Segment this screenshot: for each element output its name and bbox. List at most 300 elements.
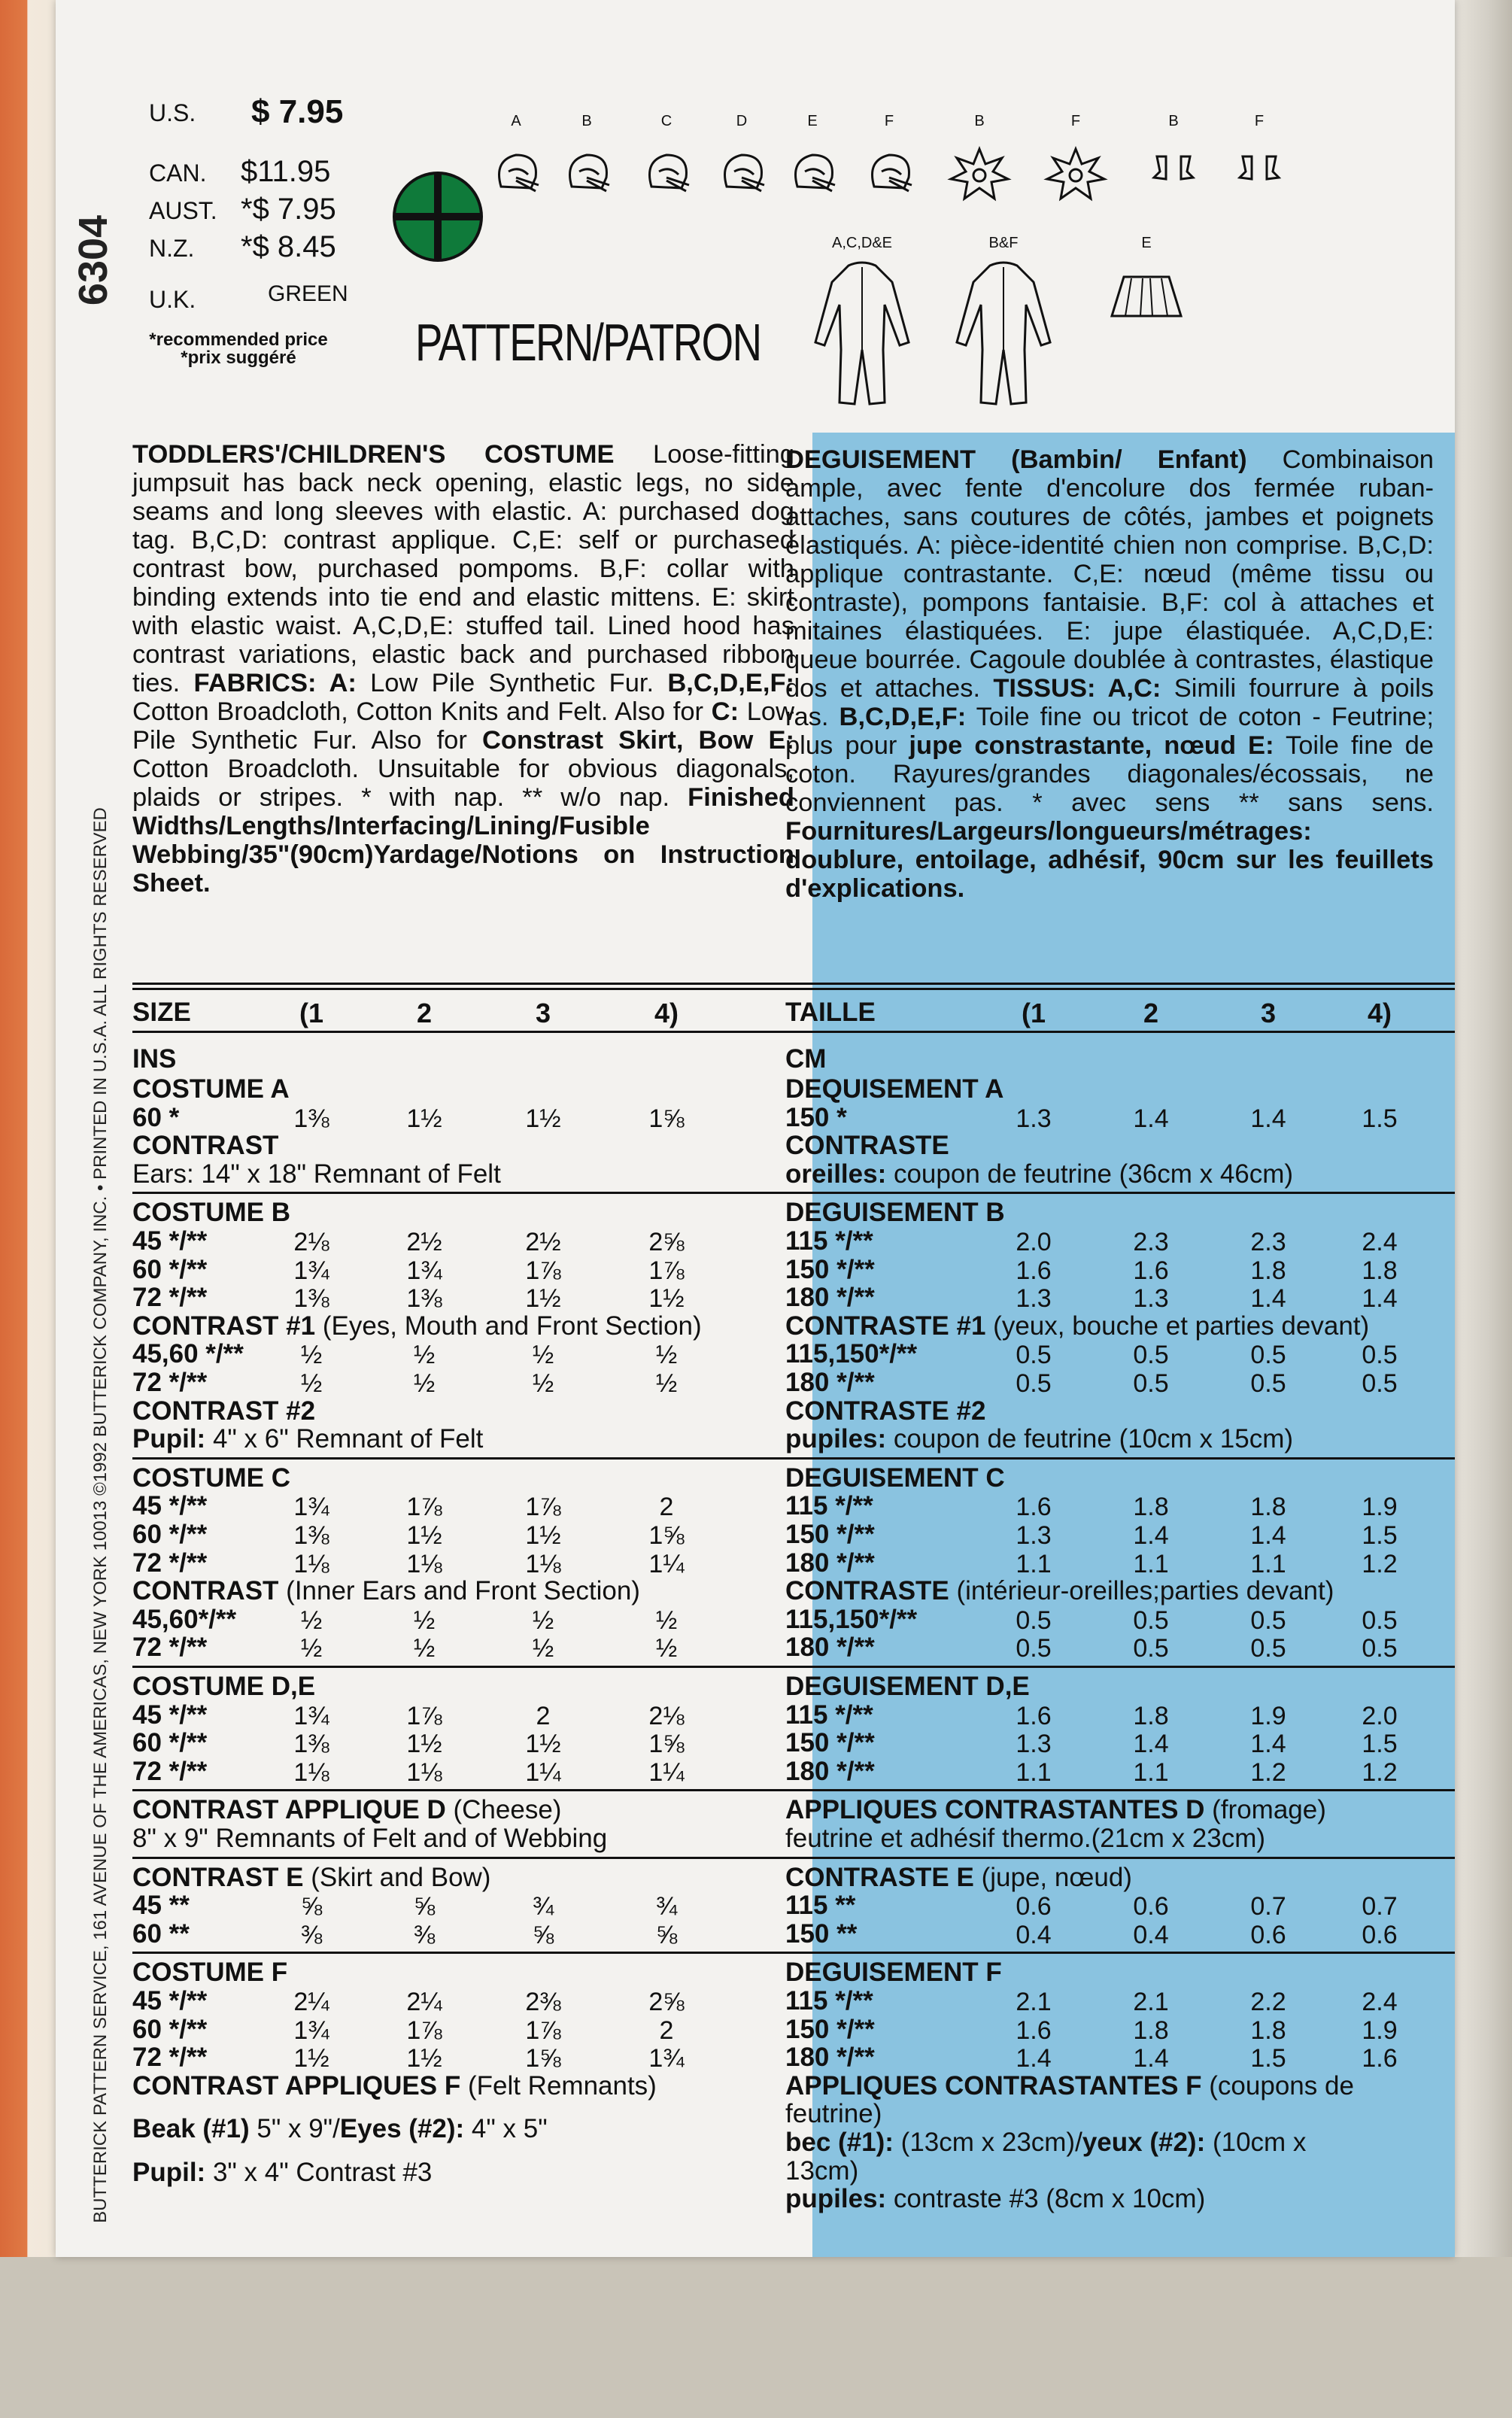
yardage-value: 2¼ bbox=[406, 1988, 442, 2016]
yardage-value: 1⅜ bbox=[293, 1104, 329, 1133]
yardage-value: 1⅝ bbox=[648, 1104, 685, 1133]
row-label: pupiles: bbox=[785, 1424, 887, 1454]
description-bold: B,C,D,E,F: bbox=[839, 703, 967, 731]
yardage-value: 1.4 bbox=[1250, 1730, 1286, 1759]
yardage-value: 1½ bbox=[525, 1730, 561, 1759]
row-label: pupiles: bbox=[785, 2184, 887, 2214]
table-row bbox=[785, 1521, 875, 1548]
row-text: 4" x 5" bbox=[464, 2114, 548, 2144]
width-label: 115 */** bbox=[785, 1986, 873, 2016]
yardage-value: 1.4 bbox=[1133, 1730, 1169, 1759]
table-row bbox=[785, 1988, 873, 2015]
row-heading-note: (yeux, bouche et parties devant) bbox=[985, 1311, 1370, 1341]
table-row bbox=[785, 1398, 985, 1425]
yardage-value: ½ bbox=[300, 1369, 323, 1398]
yardage-value: 1.3 bbox=[1016, 1521, 1052, 1550]
section-rule bbox=[132, 1857, 794, 1859]
row-text: coupon de feutrine (10cm x 15cm) bbox=[886, 1424, 1294, 1454]
row-heading: APPLIQUES CONTRASTANTES D bbox=[785, 1795, 1205, 1825]
table-row bbox=[132, 1228, 207, 1255]
yardage-value: 0.5 bbox=[1362, 1634, 1398, 1663]
yardage-value: 1.6 bbox=[1016, 2016, 1052, 2045]
row-label: Pupil: bbox=[132, 2158, 206, 2187]
yardage-value: 1.3 bbox=[1016, 1284, 1052, 1314]
yardage-value: 1.1 bbox=[1250, 1549, 1286, 1578]
table-row bbox=[785, 1606, 917, 1633]
view-label: A bbox=[511, 113, 521, 129]
yardage-value: 2⅛ bbox=[293, 1228, 329, 1256]
yardage-value: 1.5 bbox=[1250, 2044, 1286, 2073]
yardage-value: 1.1 bbox=[1133, 1549, 1169, 1578]
yardage-value: 0.6 bbox=[1133, 1892, 1169, 1921]
yardage-value: 1½ bbox=[525, 1521, 561, 1550]
hood-sketch-icon bbox=[1229, 141, 1289, 202]
row-heading-note: (Felt Remnants) bbox=[460, 2070, 657, 2101]
yardage-value: 0.6 bbox=[1362, 1920, 1398, 1949]
row-heading: DEGUISEMENT D,E bbox=[785, 1672, 1030, 1701]
row-heading: DEQUISEMENT A bbox=[785, 1074, 1004, 1104]
description-text: Toile fine de coton. Rayures/grandes diagonales/écossais, ne conviennent pas. * avec sens ** sans sens. bbox=[785, 731, 1434, 817]
description-french bbox=[785, 445, 1434, 903]
hood-sketch-icon bbox=[636, 141, 697, 202]
view-label: B&F bbox=[988, 235, 1019, 251]
yardage-value: 2⅝ bbox=[648, 1988, 685, 2016]
yardage-value: 2 bbox=[659, 2016, 674, 2045]
table-row bbox=[785, 2016, 875, 2043]
width-label: 60 ** bbox=[132, 1918, 190, 1949]
description-bold: TISSUS: A,C: bbox=[993, 674, 1161, 703]
yardage-value: 0.4 bbox=[1016, 1920, 1052, 1949]
width-label: 180 */** bbox=[785, 1368, 875, 1397]
yardage-value: ⅜ bbox=[300, 1920, 323, 1949]
table-row bbox=[785, 1918, 858, 1949]
table-row bbox=[785, 2186, 1205, 2213]
yardage-value: 0.4 bbox=[1133, 1920, 1169, 1949]
yardage-value: 0.5 bbox=[1016, 1369, 1052, 1398]
table-row bbox=[785, 1341, 917, 1368]
yardage-value: 1.4 bbox=[1250, 1284, 1286, 1314]
width-label: 150 */** bbox=[785, 1728, 875, 1758]
envelope-right-edge bbox=[1452, 0, 1512, 2257]
yardage-value: 1⅜ bbox=[293, 1730, 329, 1759]
yardage-value: 1.1 bbox=[1016, 1757, 1052, 1787]
yardage-value: 1⅛ bbox=[406, 1757, 442, 1787]
yardage-value: ½ bbox=[532, 1341, 554, 1370]
yardage-value: 1⅝ bbox=[648, 1730, 685, 1759]
yardage-value: 0.5 bbox=[1016, 1341, 1052, 1370]
row-heading-note: (Eyes, Mouth and Front Section) bbox=[315, 1311, 702, 1341]
table-row bbox=[132, 2070, 657, 2101]
yardage-value: 0.5 bbox=[1016, 1605, 1052, 1635]
section-rule bbox=[785, 1952, 1455, 1954]
yardage-value: 2.0 bbox=[1016, 1228, 1052, 1256]
row-text: (13cm x 23cm)/ bbox=[893, 2128, 1082, 2157]
table-row bbox=[785, 1758, 875, 1785]
yardage-value: 2⅝ bbox=[648, 1228, 685, 1256]
yardage-value: 1.4 bbox=[1133, 1521, 1169, 1550]
row-text: 5" x 9"/ bbox=[249, 2114, 340, 2144]
yardage-value: 2⅜ bbox=[525, 1988, 561, 2016]
width-label: 115 */** bbox=[785, 1226, 873, 1256]
row-heading: DEGUISEMENT C bbox=[785, 1463, 1005, 1493]
row-heading: CONTRAST E bbox=[132, 1862, 304, 1892]
table-top-rule bbox=[132, 983, 794, 990]
yardage-value: 1¾ bbox=[293, 1256, 329, 1285]
width-label: 180 */** bbox=[785, 1756, 875, 1786]
yardage-value: 0.6 bbox=[1250, 1920, 1286, 1949]
width-label: 150 * bbox=[785, 1102, 847, 1132]
row-heading: APPLIQUES CONTRASTANTES F bbox=[785, 2070, 1202, 2101]
size-header-value: (1 bbox=[299, 998, 323, 1028]
yardage-value: 2.1 bbox=[1016, 1988, 1052, 2016]
yardage-value: 2.3 bbox=[1133, 1228, 1169, 1256]
table-row bbox=[785, 1730, 875, 1757]
row-text: 3" x 4" Contrast #3 bbox=[205, 2158, 433, 2187]
table-row bbox=[785, 1284, 875, 1311]
green-cross-symbol-icon bbox=[391, 170, 484, 263]
width-label: 150 ** bbox=[785, 1918, 858, 1949]
table-row bbox=[785, 1161, 1293, 1188]
row-text: coupon de feutrine (36cm x 46cm) bbox=[886, 1159, 1294, 1189]
width-label: 72 */** bbox=[132, 1633, 208, 1663]
description-text: Toile fine ou tricot de coton - Feutrine; plus pour bbox=[785, 703, 1434, 760]
yardage-value: 1.6 bbox=[1016, 1701, 1052, 1730]
size-header-value: 3 bbox=[535, 998, 551, 1028]
size-header-rule bbox=[785, 1031, 1455, 1033]
yardage-value: 0.7 bbox=[1250, 1892, 1286, 1921]
yardage-value: 1.8 bbox=[1133, 1701, 1169, 1730]
table-row: feutrine et adhésif thermo.(21cm x 23cm) bbox=[785, 1824, 1266, 1853]
table-row bbox=[132, 1398, 315, 1425]
table-row bbox=[132, 1369, 207, 1396]
table-row bbox=[785, 1076, 1003, 1103]
size-header-value: 3 bbox=[1260, 998, 1277, 1028]
row-heading-note: (jupe, nœud) bbox=[973, 1862, 1132, 1892]
row-heading-note: (intérieur-oreilles;parties devant) bbox=[949, 1576, 1334, 1606]
yardage-value: 1.5 bbox=[1362, 1104, 1398, 1133]
table-row bbox=[132, 1634, 207, 1661]
table-row bbox=[785, 1797, 1326, 1824]
hood-sketch-icon bbox=[1046, 141, 1106, 202]
yardage-value: 1.4 bbox=[1133, 2044, 1169, 2073]
width-label: 72 */** bbox=[132, 1548, 208, 1578]
section-rule bbox=[132, 1666, 794, 1668]
yardage-value: ½ bbox=[532, 1634, 554, 1663]
table-row bbox=[132, 1673, 315, 1700]
width-label: 180 */** bbox=[785, 1633, 875, 1663]
table-row bbox=[132, 1702, 207, 1729]
yardage-value: 1½ bbox=[648, 1284, 685, 1314]
row-heading-note: (Cheese) bbox=[445, 1795, 562, 1825]
yardage-value: 1⅜ bbox=[406, 1284, 442, 1314]
table-row bbox=[785, 1493, 873, 1520]
yardage-value: 1¼ bbox=[648, 1549, 685, 1578]
description-bold: FABRICS: A: bbox=[193, 669, 357, 697]
description-bold: DEGUISEMENT (Bambin/ Enfant) bbox=[785, 445, 1247, 474]
table-row bbox=[132, 1797, 561, 1824]
width-label: 60 */** bbox=[132, 1254, 208, 1284]
width-label: 45 */** bbox=[132, 1226, 208, 1256]
table-row: 13cm) bbox=[785, 2155, 859, 2186]
yardage-value: ½ bbox=[655, 1341, 678, 1370]
table-row bbox=[785, 1634, 875, 1661]
size-header-value: 4) bbox=[654, 998, 679, 1028]
yardage-value: 2.3 bbox=[1250, 1228, 1286, 1256]
row-text: contraste #3 (8cm x 10cm) bbox=[886, 2184, 1206, 2214]
table-row bbox=[132, 2016, 207, 2043]
table-row bbox=[785, 1313, 1369, 1340]
table-row bbox=[132, 2044, 207, 2071]
price-value: *$ 7.95 bbox=[241, 193, 336, 226]
row-heading: CONTRASTE E bbox=[785, 1862, 974, 1892]
yardage-value: 0.5 bbox=[1250, 1341, 1286, 1370]
hood-sketch-icon bbox=[712, 141, 772, 202]
yardage-value: ½ bbox=[655, 1369, 678, 1398]
yardage-value: 1.2 bbox=[1362, 1549, 1398, 1578]
row-heading: CONTRAST #1 bbox=[132, 1311, 316, 1341]
yardage-value: 1⅞ bbox=[406, 2016, 442, 2045]
yardage-value: ½ bbox=[655, 1634, 678, 1663]
row-heading-note: (coupons de bbox=[1201, 2070, 1354, 2101]
yardage-value: 1¾ bbox=[293, 1701, 329, 1730]
size-header-value: 4) bbox=[1367, 998, 1392, 1028]
yardage-value: 1.5 bbox=[1362, 1521, 1398, 1550]
view-label: D bbox=[736, 113, 748, 129]
width-label: 150 */** bbox=[785, 2014, 875, 2044]
yardage-value: ½ bbox=[300, 1634, 323, 1663]
table-row bbox=[132, 1606, 236, 1633]
width-label: 60 */** bbox=[132, 2014, 208, 2044]
row-text: (10cm x bbox=[1205, 2128, 1307, 2157]
yardage-value: ¾ bbox=[655, 1892, 678, 1921]
yardage-value: 1⅞ bbox=[648, 1256, 685, 1285]
yardage-value: 2.4 bbox=[1362, 1988, 1398, 2016]
yardage-value: 1¼ bbox=[525, 1757, 561, 1787]
yardage-value: 2.0 bbox=[1362, 1701, 1398, 1730]
table-row bbox=[132, 1730, 207, 1757]
yardage-value: 1.8 bbox=[1250, 1256, 1286, 1285]
price-value: GREEN bbox=[268, 281, 348, 306]
jumpsuit-bf-sketch-icon bbox=[951, 260, 1056, 418]
table-row bbox=[132, 1341, 244, 1368]
yardage-value: 0.5 bbox=[1016, 1634, 1052, 1663]
section-rule bbox=[132, 1789, 794, 1791]
description-bold: Fournitures/Largeurs/longueurs/métrages: doublure, entoilage, adhésif, 90cm sur les feuillets d'explications. bbox=[785, 817, 1434, 903]
table-row bbox=[132, 2159, 432, 2186]
view-label: B bbox=[1168, 113, 1179, 129]
yardage-value: 0.6 bbox=[1016, 1892, 1052, 1921]
yardage-value: 0.5 bbox=[1362, 1605, 1398, 1635]
width-label: 60 */** bbox=[132, 1728, 208, 1758]
yardage-value: 1⅜ bbox=[293, 1284, 329, 1314]
yardage-value: 1.5 bbox=[1362, 1730, 1398, 1759]
row-text: 4" x 6" Remnant of Felt bbox=[205, 1424, 484, 1454]
description-bold: jupe constrastante, nœud E: bbox=[909, 731, 1274, 760]
pattern-envelope-back bbox=[56, 0, 1455, 2257]
yardage-value: 1.6 bbox=[1016, 1256, 1052, 1285]
width-label: 45 */** bbox=[132, 1986, 208, 2016]
yardage-value: 1⅛ bbox=[406, 1549, 442, 1578]
yardage-value: 2½ bbox=[525, 1228, 561, 1256]
yardage-value: ¾ bbox=[532, 1892, 554, 1921]
yardage-value: 0.5 bbox=[1250, 1634, 1286, 1663]
price-country: U.S. bbox=[149, 99, 196, 126]
size-header-label: TAILLE bbox=[785, 998, 876, 1027]
size-header-value: (1 bbox=[1021, 998, 1046, 1028]
yardage-value: 1.4 bbox=[1362, 1284, 1398, 1314]
table-row bbox=[785, 1578, 1334, 1605]
hood-sketch-icon bbox=[1143, 141, 1204, 202]
row-heading: COSTUME B bbox=[132, 1198, 290, 1228]
table-row bbox=[132, 2116, 548, 2143]
table-row bbox=[785, 2129, 1306, 2156]
yardage-value: ½ bbox=[413, 1341, 436, 1370]
yardage-value: 1½ bbox=[406, 1104, 442, 1133]
view-label: E bbox=[807, 113, 818, 129]
row-heading: CONTRAST bbox=[132, 1576, 279, 1606]
section-rule bbox=[132, 1192, 794, 1194]
table-row: feutrine) bbox=[785, 2099, 882, 2129]
yardage-value: 1⅞ bbox=[525, 1256, 561, 1285]
table-row bbox=[785, 1702, 873, 1729]
description-text: Low Pile Synthetic Fur. Also for bbox=[132, 697, 794, 755]
yardage-value: 1.8 bbox=[1133, 1493, 1169, 1522]
yardage-value: ½ bbox=[413, 1605, 436, 1635]
row-label: Pupil: bbox=[132, 1424, 206, 1454]
yardage-value: 1.3 bbox=[1133, 1284, 1169, 1314]
description-text: Loose-fitting jumpsuit has back neck opening, elastic legs, no side seams and long sleeves with elastic. A: purchased dog tag. B,C,D: contrast applique. C,E: self or purchased contrast bow, purchased pompoms. B,F: collar with binding extends into tie end and elastic mittens. E: skirt with elastic waist. A,C,D,E: stuffed tail. Lined hood has contrast variations, elastic back and purchased ribbon ties. bbox=[132, 440, 794, 697]
table-row bbox=[132, 1758, 207, 1785]
row-heading: CONTRASTE #2 bbox=[785, 1396, 986, 1426]
hood-sketch-icon bbox=[557, 141, 617, 202]
yardage-value: 2 bbox=[659, 1493, 674, 1522]
view-label: B bbox=[974, 113, 985, 129]
row-label: Beak (#1) bbox=[132, 2114, 250, 2144]
recommended-price-note bbox=[137, 331, 340, 367]
yardage-value: 1½ bbox=[406, 2044, 442, 2073]
yardage-value: ⅜ bbox=[413, 1920, 436, 1949]
table-row bbox=[132, 1959, 287, 1986]
width-label: 180 */** bbox=[785, 2043, 875, 2073]
table-row bbox=[132, 1550, 207, 1577]
price-value: $11.95 bbox=[241, 155, 331, 188]
description-bold: B,C,D,E,F: bbox=[667, 669, 795, 697]
view-label: B bbox=[581, 113, 592, 129]
description-text: Combinaison ample, avec fente d'encolure dos fermée ruban-attaches, sans coutures de côtés, jambes et poignets élastiqués. A: pièce-identité chien non comprise. B,C,D: applique contrastante. C,E: nœud (même tissu ou contraste), pompons fantaisie. B,F: col à attaches et mitaines élastiquées. E: jupe élastiquée. A,C,D,E: queue bourrée. Cagoule doublée à contrastes, élastique dos et attaches. bbox=[785, 445, 1434, 703]
row-heading: COSTUME D,E bbox=[132, 1672, 316, 1701]
table-row bbox=[785, 1228, 873, 1255]
table-row bbox=[785, 1256, 875, 1283]
table-row bbox=[132, 1313, 702, 1340]
hood-sketch-icon bbox=[486, 141, 546, 202]
yardage-value: 2.2 bbox=[1250, 1988, 1286, 2016]
recommended-en: *recommended price bbox=[149, 330, 328, 350]
yardage-value: 2.4 bbox=[1362, 1228, 1398, 1256]
yardage-value: 1.2 bbox=[1250, 1757, 1286, 1787]
table-row bbox=[785, 1104, 847, 1132]
row-heading: DEGUISEMENT F bbox=[785, 1958, 1002, 1988]
unit-label: CM bbox=[785, 1044, 827, 1074]
row-heading: CONTRAST APPLIQUE D bbox=[132, 1795, 446, 1825]
width-label: 72 */** bbox=[132, 2043, 208, 2073]
width-label: 115 */** bbox=[785, 1491, 873, 1521]
spine-text-area bbox=[56, 0, 117, 2257]
yardage-value: 0.5 bbox=[1362, 1341, 1398, 1370]
yardage-value: 1¾ bbox=[293, 1493, 329, 1522]
table-row bbox=[785, 2070, 1354, 2101]
row-heading-note: (Inner Ears and Front Section) bbox=[278, 1576, 640, 1606]
yardage-value: 1⅞ bbox=[525, 1493, 561, 1522]
table-row bbox=[132, 1284, 207, 1311]
table-row bbox=[132, 1864, 490, 1891]
view-label: C bbox=[660, 113, 673, 129]
row-label: oreilles: bbox=[785, 1159, 887, 1189]
section-rule bbox=[785, 1192, 1455, 1194]
table-row bbox=[785, 2044, 875, 2071]
yardage-value: 0.5 bbox=[1133, 1341, 1169, 1370]
view-label: F bbox=[1254, 113, 1265, 129]
recommended-fr: *prix suggéré bbox=[181, 348, 296, 368]
row-label: bec (#1): bbox=[785, 2128, 894, 2157]
table-row bbox=[785, 1892, 855, 1919]
yardage-value: 0.5 bbox=[1133, 1605, 1169, 1635]
yardage-value: ½ bbox=[413, 1634, 436, 1663]
pattern-number: 6304 bbox=[71, 214, 117, 306]
price-country: AUST. bbox=[149, 197, 217, 224]
table-row bbox=[785, 1465, 1005, 1492]
row-heading-note: (fromage) bbox=[1204, 1795, 1326, 1825]
table-row bbox=[132, 1578, 640, 1605]
width-label: 60 * bbox=[132, 1102, 180, 1132]
yardage-value: 1.4 bbox=[1133, 1104, 1169, 1133]
width-label: 150 */** bbox=[785, 1520, 875, 1549]
view-label: E bbox=[1141, 235, 1152, 251]
yardage-value: 1¾ bbox=[293, 2016, 329, 2045]
yardage-value: ½ bbox=[300, 1341, 323, 1370]
width-label: 115,150*/** bbox=[785, 1339, 918, 1369]
yardage-value: 1⅛ bbox=[293, 1549, 329, 1578]
yardage-value: ½ bbox=[532, 1369, 554, 1398]
yardage-value: 1.9 bbox=[1362, 2016, 1398, 2045]
row-heading: COSTUME F bbox=[132, 1958, 288, 1988]
pattern-title: PATTERN/PATRON bbox=[415, 313, 761, 372]
width-label: 115 */** bbox=[785, 1700, 873, 1730]
hood-sketch-icon bbox=[859, 141, 919, 202]
yardage-value: 1.3 bbox=[1016, 1104, 1052, 1133]
width-label: 72 */** bbox=[132, 1756, 208, 1786]
yardage-value: ½ bbox=[413, 1369, 436, 1398]
description-text: Cotton Broadcloth, Cotton Knits and Felt. Also for bbox=[132, 697, 712, 726]
yardage-value: 1½ bbox=[293, 2044, 329, 2073]
width-label: 45,60 */** bbox=[132, 1339, 244, 1369]
yardage-value: 1⅜ bbox=[293, 1521, 329, 1550]
yardage-value: 1¼ bbox=[648, 1757, 685, 1787]
row-heading: DEGUISEMENT B bbox=[785, 1198, 1005, 1228]
yardage-value: ⅝ bbox=[413, 1892, 436, 1921]
section-rule bbox=[785, 1857, 1455, 1859]
yardage-value: 0.5 bbox=[1250, 1369, 1286, 1398]
yardage-value: 1.4 bbox=[1016, 2044, 1052, 2073]
price-value: *$ 8.45 bbox=[241, 230, 336, 263]
description-text: Cotton Broadcloth. Unsuitable for obvious diagonals, plaids or stripes. * with nap. ** w/o nap. bbox=[132, 755, 794, 812]
section-rule bbox=[785, 1457, 1455, 1460]
yardage-value: 1¾ bbox=[648, 2044, 685, 2073]
yardage-value: 1.8 bbox=[1362, 1256, 1398, 1285]
row-label: yeux (#2): bbox=[1082, 2128, 1206, 2157]
yardage-value: 1.6 bbox=[1016, 1493, 1052, 1522]
width-label: 45 */** bbox=[132, 1700, 208, 1730]
size-header-value: 2 bbox=[1143, 998, 1159, 1028]
